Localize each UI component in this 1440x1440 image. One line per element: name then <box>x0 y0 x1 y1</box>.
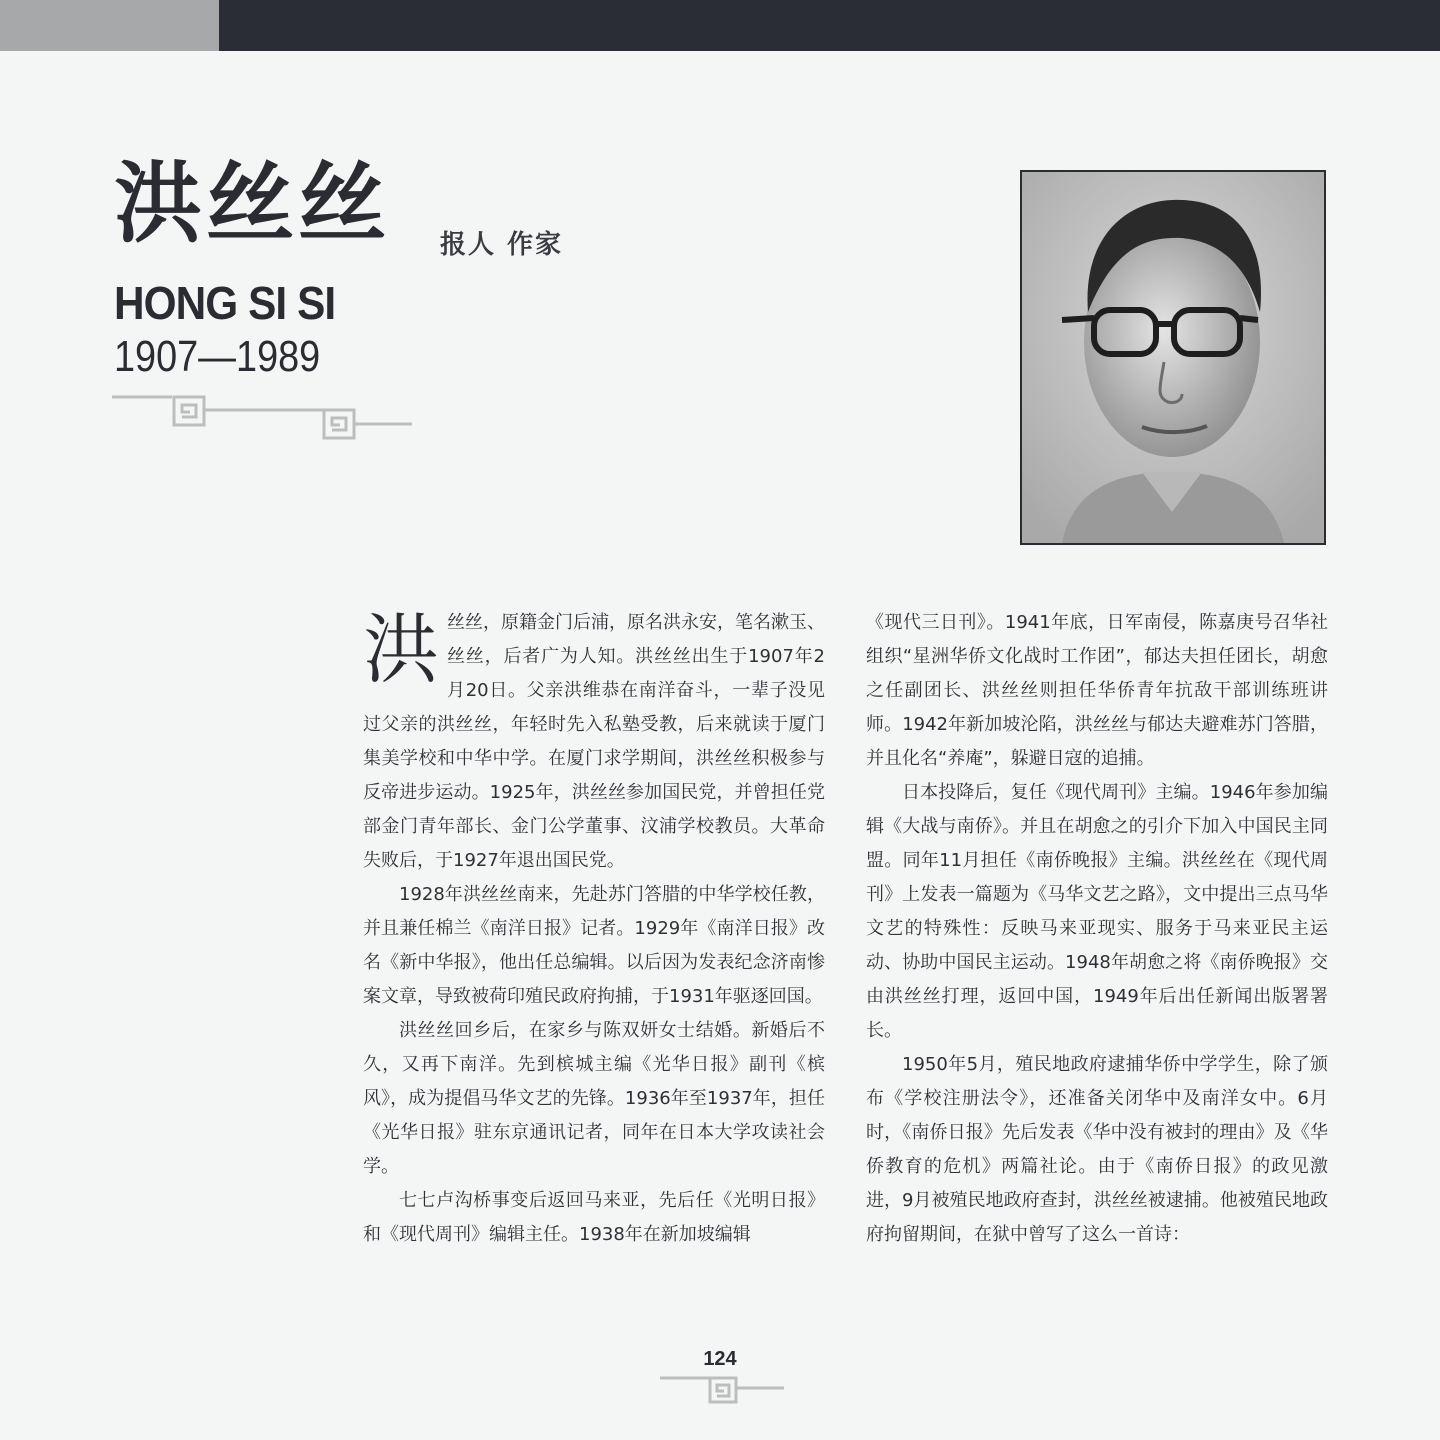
paragraph-text: 丝丝，原籍金门后浦，原名洪永安，笔名漱玉、丝丝，后者广为人知。洪丝丝出生于1907年2月20日。父亲洪维恭在南洋奋斗，一辈子没见过父亲的洪丝丝，年轻时先入私塾受教，后来就读于厦门集美学校和中华中学。在厦门求学期间，洪丝丝积极参与反帝进步运动。1925年，洪丝丝参加国民党，并曾担任党部金门青年部长、金门公学董事、汶浦学校教员。大革命失败后，于1927年退出国民党。 <box>363 612 825 871</box>
body-column-right <box>866 606 1328 1252</box>
paragraph: 1928年洪丝丝南来，先赴苏门答腊的中华学校任教，并且兼任棉兰《南洋日报》记者。1929年《南洋日报》改名《新中华报》，他出任总编辑。以后因为发表纪念济南惨案文章，导致被荷印殖民政府拘捕，于1931年驱逐回国。 <box>363 884 825 1007</box>
drop-cap: 洪 <box>363 605 439 694</box>
paragraph: 日本投降后，复任《现代周刊》主编。1946年参加编辑《大战与南侨》。并且在胡愈之的引介下加入中国民主同盟。同年11月担任《南侨晚报》主编。洪丝丝在《现代周刊》上发表一篇题为《马华文艺之路》，文中提出三点马华文艺的特殊性：反映马来亚现实、服务于马来亚民主运动、协助中国民主运动。1948年胡愈之将《南侨晚报》交由洪丝丝打理，返回中国，1949年后出任新闻出版署署长。 <box>866 782 1328 1041</box>
paragraph: 1950年5月，殖民地政府逮捕华侨中学学生，除了颁布《学校注册法令》，还准备关闭华中及南洋女中。6月时，《南侨日报》先后发表《华中没有被封的理由》及《华侨教育的危机》两篇社论。由于《南侨日报》的政见激进，9月被殖民地政府查封，洪丝丝被逮捕。他被殖民地政府拘留期间，在狱中曾写了这么一首诗： <box>866 1054 1328 1245</box>
portrait-photo-icon <box>1022 172 1324 543</box>
portrait-photo <box>1020 170 1326 545</box>
person-role: 报人 作家 <box>440 230 564 260</box>
body-column-left <box>363 606 825 1252</box>
page-number: 124 <box>703 1348 737 1370</box>
top-bar-accent <box>0 0 219 51</box>
paragraph <box>363 606 825 878</box>
top-bar <box>219 0 1440 51</box>
person-name-chinese: 洪丝丝 <box>114 152 391 255</box>
paragraph: 《现代三日刊》。1941年底，日军南侵，陈嘉庚号召华社组织“星洲华侨文化战时工作团”，郁达夫担任团长，胡愈之任副团长、洪丝丝则担任华侨青年抗敌干部训练班讲师。1942年新加坡沦陷，洪丝丝与郁达夫避难苏门答腊，并且化名“养庵”，躲避日寇的追捕。 <box>866 612 1328 769</box>
paragraph: 洪丝丝回乡后，在家乡与陈双妍女士结婚。新婚后不久，又再下南洋。先到槟城主编《光华日报》副刊《槟风》，成为提倡马华文艺的先锋。1936年至1937年，担任《光华日报》驻东京通讯记者，同年在日本大学攻读社会学。 <box>363 1020 825 1177</box>
person-name-english: HONG SI SI <box>114 277 336 329</box>
footer-fret-ornament-icon <box>660 1374 786 1404</box>
fret-ornament-icon <box>112 392 416 442</box>
paragraph: 七七卢沟桥事变后返回马来亚，先后任《光明日报》和《现代周刊》编辑主任。1938年在新加坡编辑 <box>363 1190 825 1245</box>
person-lifespan: 1907—1989 <box>114 332 321 381</box>
